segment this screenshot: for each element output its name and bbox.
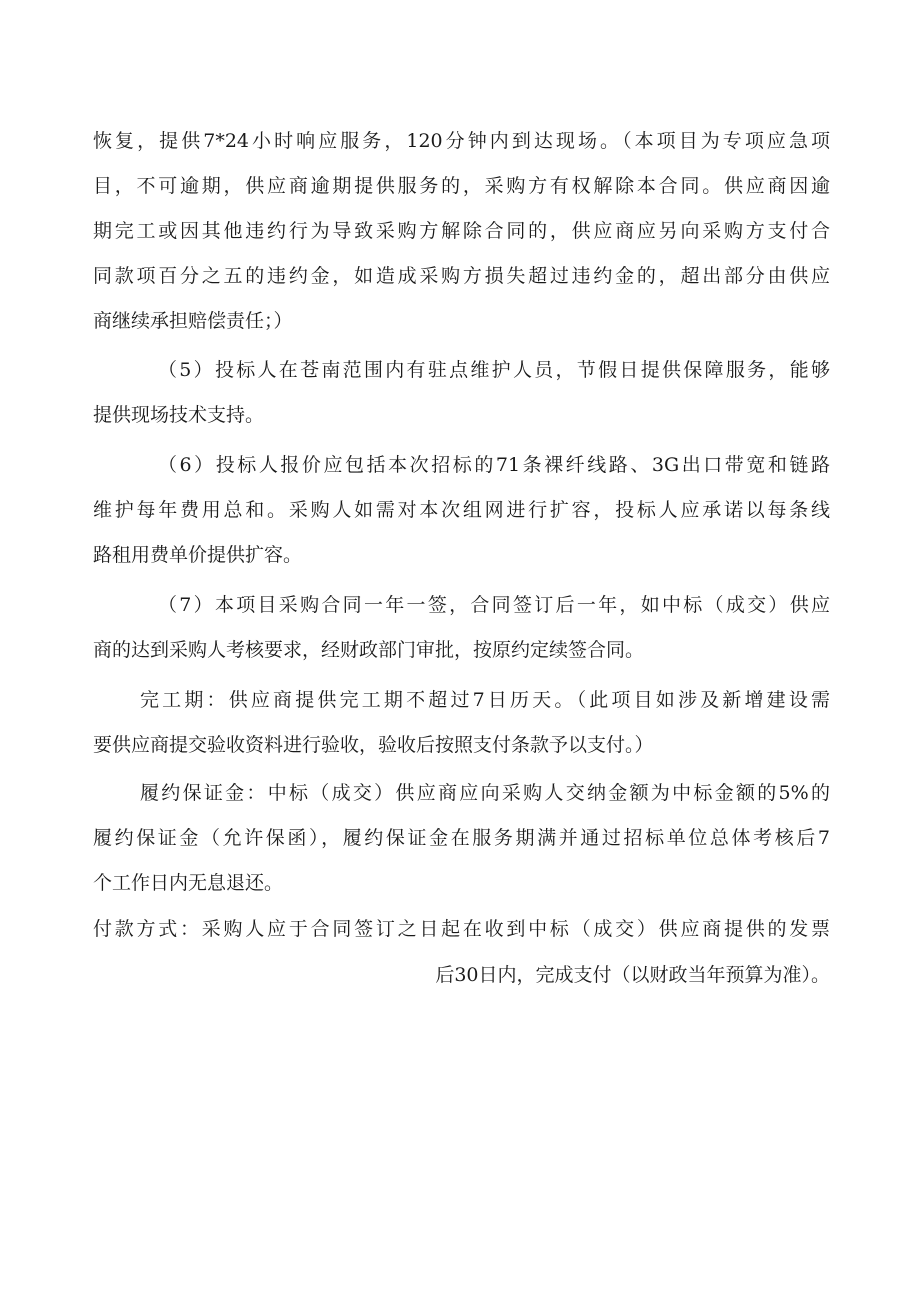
paragraph-6-line-2: 履约保证金（允许保函），履约保证金在服务期满并通过招标单位总体考核后7: [93, 827, 830, 849]
paragraph-1-line-3: 期完工或因其他违约行为导致采购方解除合同的，供应商应另向采购方支付合: [93, 220, 830, 242]
paragraph-4-line-1: （7）本项目采购合同一年一签，合同签订后一年，如中标（成交）供应: [158, 594, 830, 616]
paragraph-1-line-4: 同款项百分之五的违约金，如造成采购方损失超过违约金的，超出部分由供应: [93, 265, 830, 287]
paragraph-6-line-1: 履约保证金：中标（成交）供应商应向采购人交纳金额为中标金额的5%的: [140, 782, 830, 804]
paragraph-5-line-1: 完工期：供应商提供完工期不超过7日历天。（此项目如涉及新增建设需: [140, 689, 830, 711]
paragraph-7-line-1: 付款方式：采购人应于合同签订之日起在收到中标（成交）供应商提供的发票: [93, 918, 830, 940]
paragraph-1-line-2: 目，不可逾期，供应商逾期提供服务的，采购方有权解除本合同。供应商因逾: [93, 175, 830, 197]
paragraph-3-line-2: 维护每年费用总和。采购人如需对本次组网进行扩容，投标人应承诺以每条线: [93, 499, 830, 521]
paragraph-2-line-1: （5）投标人在苍南范围内有驻点维护人员，节假日提供保障服务，能够: [158, 359, 830, 381]
paragraph-3-line-1: （6）投标人报价应包括本次招标的71条裸纤线路、3G出口带宽和链路: [158, 454, 830, 476]
paragraph-1-line-5: 商继续承担赔偿责任；）: [93, 310, 293, 332]
paragraph-4-line-2: 商的达到采购人考核要求，经财政部门审批，按原约定续签合同。: [93, 639, 645, 661]
paragraph-6-line-3: 个工作日内无息退还。: [93, 872, 284, 894]
paragraph-1-line-1: 恢复，提供7*24小时响应服务，120分钟内到达现场。（本项目为专项应急项: [93, 130, 830, 152]
paragraph-7-line-2: 后30日内，完成支付（以财政当年预算为准）。: [435, 964, 830, 986]
paragraph-2-line-2: 提供现场技术支持。: [93, 404, 265, 426]
paragraph-5-line-2: 要供应商提交验收资料进行验收，验收后按照支付条款予以支付。）: [93, 734, 654, 756]
paragraph-3-line-3: 路租用费单价提供扩容。: [93, 544, 303, 566]
